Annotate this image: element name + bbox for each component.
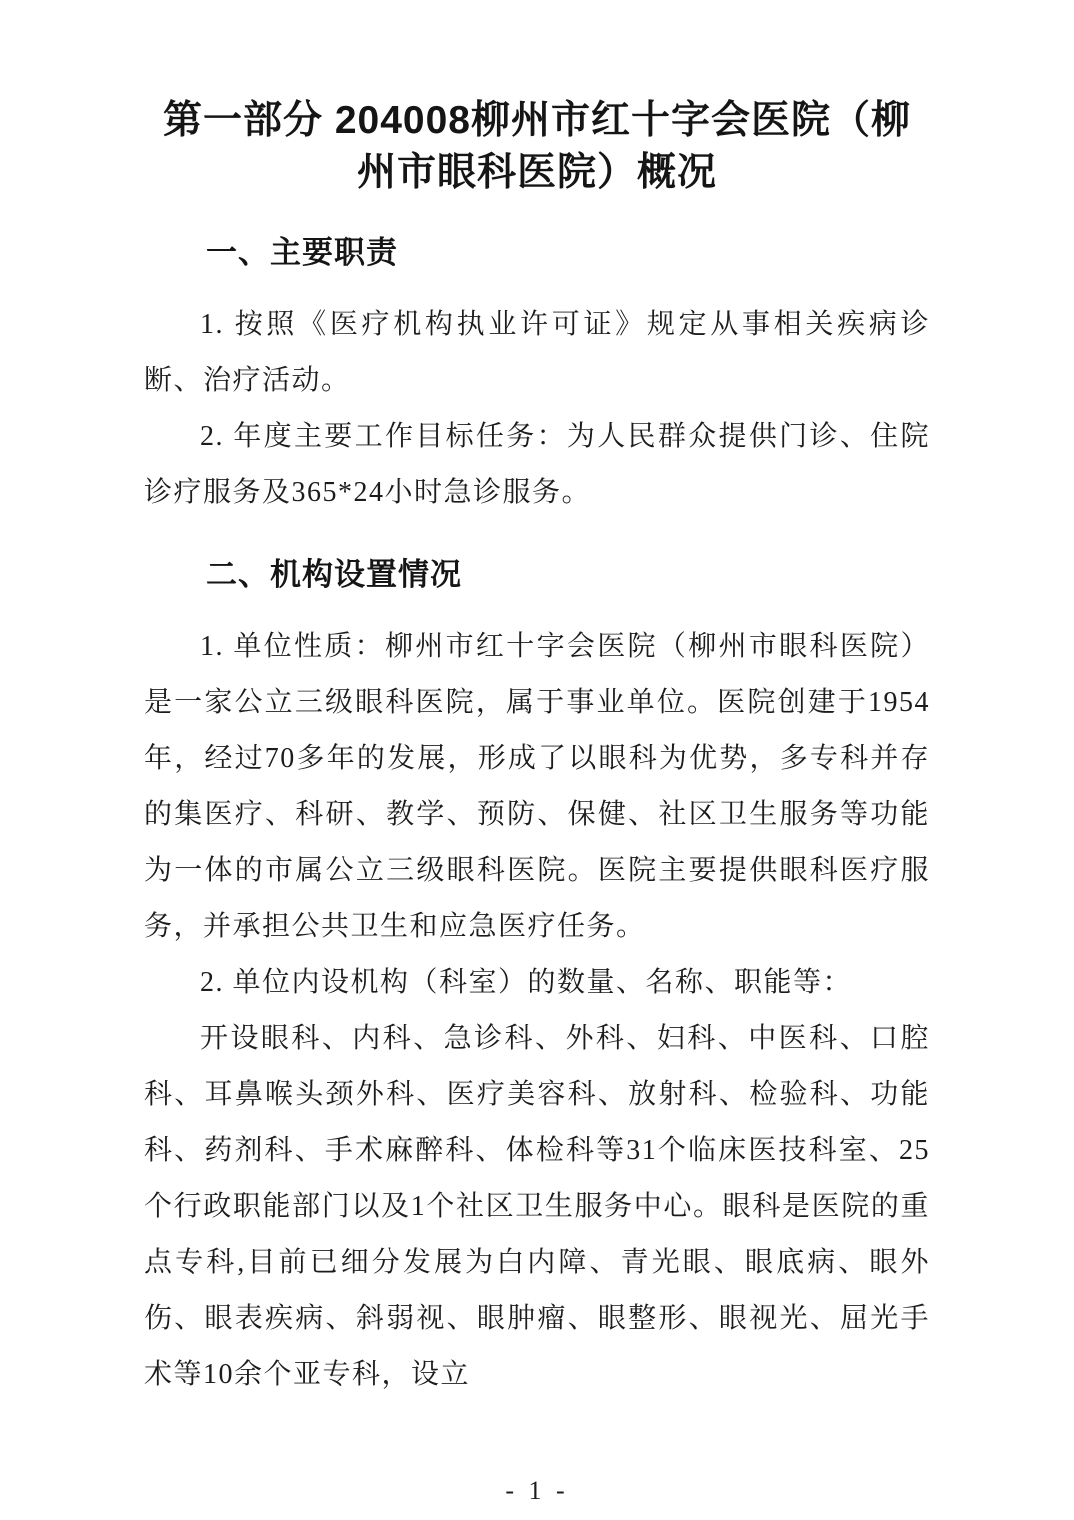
section-1-heading: 一、主要职责 (206, 235, 398, 270)
section-2-heading: 二、机构设置情况 (206, 557, 462, 592)
page-number: - 1 - (505, 1476, 569, 1505)
section-2-paragraph-1: 1. 单位性质：柳州市红十字会医院（柳州市眼科医院）是一家公立三级眼科医院，属于事业单位。医院创建于1954年，经过70多年的发展，形成了以眼科为优势，多专科并存的集医疗、科研、教学、预防、保健、社区卫生服务等功能为一体的市属公立三级眼科医院。医院主要提供眼科医疗服务，并承担公共卫生和应急医疗任务。 (144, 631, 930, 942)
page-footer (0, 1476, 1074, 1506)
document-title-line-2: 州市眼科医院）概况 (356, 151, 717, 194)
section-2-paragraph-3: 开设眼科、内科、急诊科、外科、妇科、中医科、口腔科、耳鼻喉头颈外科、医疗美容科、放射科、检验科、功能科、药剂科、手术麻醉科、体检科等31个临床医技科室、25个行政职能部门以及1个社区卫生服务中心。眼科是医院的重点专科,目前已细分发展为白内障、青光眼、眼底病、眼外伤、眼表疾病、斜弱视、眼肿瘤、眼整形、眼视光、屈光手术等10余个亚专科，设立 (144, 1023, 930, 1390)
section-2-paragraph-2: 2. 单位内设机构（科室）的数量、名称、职能等： (200, 967, 853, 998)
document-title (144, 95, 930, 199)
section-1-paragraph-2: 2. 年度主要工作目标任务：为人民群众提供门诊、住院诊疗服务及365*24小时急诊服务。 (144, 421, 930, 508)
section-1-paragraph-1: 1. 按照《医疗机构执业许可证》规定从事相关疾病诊断、治疗活动。 (144, 309, 930, 396)
document-title-line-1: 第一部分 204008柳州市红十字会医院（柳 (163, 99, 911, 142)
